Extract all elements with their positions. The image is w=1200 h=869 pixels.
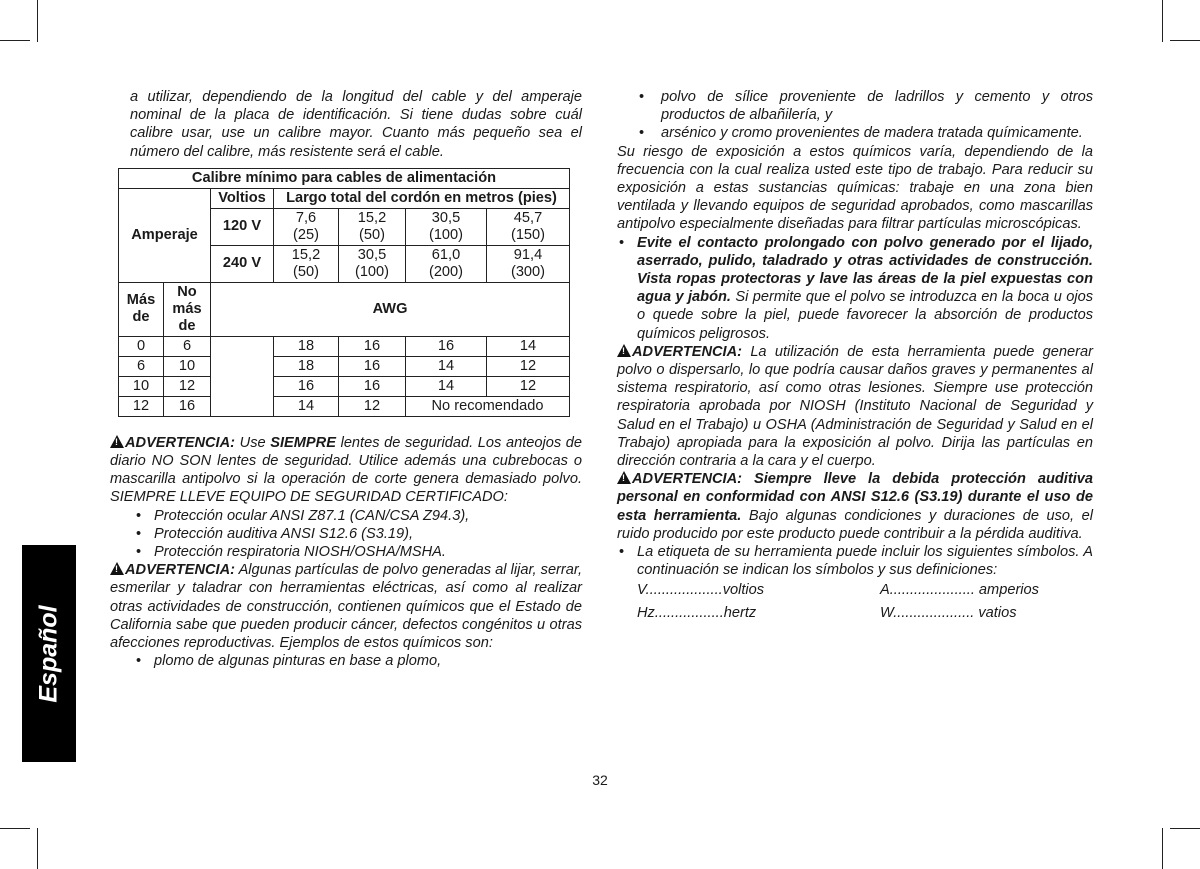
page-number: 32 xyxy=(592,772,608,788)
amperaje-header: Amperaje xyxy=(119,188,211,282)
chemicals-list-continued xyxy=(617,88,1093,143)
length-cell: 15,2 (50) xyxy=(274,245,339,282)
awg-cell: 18 xyxy=(274,356,339,376)
cable-gauge-table xyxy=(118,168,570,417)
definition-hertz: Hz.................hertz xyxy=(637,604,757,621)
table-row xyxy=(119,356,570,376)
awg-cell: 14 xyxy=(274,396,339,416)
length-cell: 61,0 (200) xyxy=(406,245,487,282)
amp-from: 12 xyxy=(119,396,164,416)
definition-volts: V...................voltios xyxy=(637,582,765,599)
awg-cell: 12 xyxy=(487,356,570,376)
warning-triangle-icon xyxy=(617,471,631,484)
crop-mark xyxy=(1170,828,1200,829)
amp-to: 16 xyxy=(164,396,211,416)
awg-cell: 16 xyxy=(339,376,406,396)
symbol-definitions xyxy=(617,581,1093,621)
warning-respiratory: !ADVERTENCIA: La utilización de esta herramienta puede generar polvo o dispersarlo, lo que podría causar daños graves y permanentes al sistema respiratorio, así como otras lesiones. Siempre use protección respiratoria aprobada por NIOSH (Instituto Nacional de Seguridad y Salud en el Trabajo) u OSHA (Administración de Seguridad y Salud en el Trabajo) apropiada para la exposición al polvo. Dirija las partículas en dirección contraria a la cara y el cuerpo. xyxy=(617,343,1093,470)
warning-hearing: !ADVERTENCIA: Siempre lleve la debida protección auditiva personal en conformidad con ANSI S12.6 (S3.19) durante el uso de esta herramienta. Bajo algunas condiciones y duraciones de uso, el ruido producido por este producto puede contribuir a la pérdida auditiva. xyxy=(617,470,1093,543)
length-cell: 7,6 (25) xyxy=(274,208,339,245)
table-row xyxy=(119,336,570,356)
label-symbols-list xyxy=(617,543,1093,579)
amp-from: 10 xyxy=(119,376,164,396)
right-column xyxy=(617,88,1093,622)
warning-triangle-icon xyxy=(110,562,124,575)
awg-cell: 14 xyxy=(487,336,570,356)
warning-triangle-icon xyxy=(617,344,631,357)
awg-cell: 16 xyxy=(274,376,339,396)
awg-cell: 16 xyxy=(339,336,406,356)
list-item: • Protección auditiva ANSI S12.6 (S3.19), xyxy=(110,525,582,543)
language-tab xyxy=(22,545,76,762)
awg-cell: 14 xyxy=(406,356,487,376)
amp-from: 6 xyxy=(119,356,164,376)
warning-dust-chemicals: !ADVERTENCIA: Algunas partículas de polvo generadas al lijar, serrar, esmerilar y taladrar con herramientas eléctricas, así como al realizar otras actividades de construcción, contienen químicos que el Estado de California sabe que pueden producir cáncer, defectos congénitos u otras afecciones reproductivas. Ejemplos de estos químicos son: xyxy=(110,561,582,652)
awg-cell: 14 xyxy=(406,376,487,396)
crop-mark xyxy=(37,828,38,869)
safety-equipment-list xyxy=(110,507,582,562)
crop-mark xyxy=(0,40,30,41)
voltios-header: Voltios xyxy=(211,188,274,208)
crop-mark xyxy=(1162,828,1163,869)
length-cell: 30,5 (100) xyxy=(339,245,406,282)
dust-contact-list xyxy=(617,234,1093,343)
table-title: Calibre mínimo para cables de alimentación xyxy=(119,168,570,188)
left-column xyxy=(110,88,582,670)
list-item: • Protección ocular ANSI Z87.1 (CAN/CSA Z94.3), xyxy=(110,507,582,525)
awg-header: AWG xyxy=(211,282,570,336)
definition-amps: A..................... amperios xyxy=(880,582,1039,599)
warning-triangle-icon xyxy=(110,435,124,448)
crop-mark xyxy=(1170,40,1200,41)
list-item: • Protección respiratoria NIOSH/OSHA/MSHA. xyxy=(110,543,582,561)
list-item: • polvo de sílice proveniente de ladrillos y cemento y otros productos de albañilería, y xyxy=(617,88,1093,124)
empty-cell xyxy=(211,336,274,416)
crop-mark xyxy=(37,0,38,42)
amp-to: 6 xyxy=(164,336,211,356)
largo-header: Largo total del cordón en metros (pies) xyxy=(274,188,570,208)
amp-to: 12 xyxy=(164,376,211,396)
awg-cell: 12 xyxy=(487,376,570,396)
no-mas-de-header: No más de xyxy=(164,282,211,336)
voltage-240: 240 V xyxy=(211,245,274,282)
list-item: • La etiqueta de su herramienta puede incluir los siguientes símbolos. A continuación se indican los símbolos y sus definiciones: xyxy=(617,543,1093,579)
warning-eye-protection: !ADVERTENCIA: Use SIEMPRE lentes de seguridad. Los anteojos de diario NO SON lentes de seguridad. Utilice además una cubrebocas o mascarilla antipolvo si la operación de corte genera demasiado polvo. SIEMPRE LLEVE EQUIPO DE SEGURIDAD CERTIFICADO: xyxy=(110,434,582,507)
not-recommended-cell: No recomendado xyxy=(406,396,570,416)
length-cell: 15,2 (50) xyxy=(339,208,406,245)
amp-to: 10 xyxy=(164,356,211,376)
table-row xyxy=(119,376,570,396)
awg-cell: 16 xyxy=(406,336,487,356)
crop-mark xyxy=(1162,0,1163,42)
length-cell: 45,7 (150) xyxy=(487,208,570,245)
awg-cell: 12 xyxy=(339,396,406,416)
crop-mark xyxy=(0,828,30,829)
language-tab-label: Español xyxy=(34,604,63,703)
mas-de-header: Más de xyxy=(119,282,164,336)
list-item: • arsénico y cromo provenientes de madera tratada químicamente. xyxy=(617,124,1093,142)
amp-from: 0 xyxy=(119,336,164,356)
awg-cell: 18 xyxy=(274,336,339,356)
exposure-paragraph: Su riesgo de exposición a estos químicos varía, dependiendo de la frecuencia con la cual realiza usted este tipo de trabajo. Para reducir su exposición a estas sustancias químicas: trabaje en una zona bien ventilada y llevando equipos de seguridad aprobados, como mascarillas antipolvo especialmente diseñadas para filtrar partículas microscópicas. xyxy=(617,143,1093,233)
awg-cell: 16 xyxy=(339,356,406,376)
length-cell: 91,4 (300) xyxy=(487,245,570,282)
chemicals-list xyxy=(110,652,582,670)
intro-paragraph: a utilizar, dependiendo de la longitud del cable y del amperaje nominal de la placa de identificación. Si tiene dudas sobre cuál calibre usar, use un calibre mayor. Cuanto más pequeño sea el número del calibre, más resistente será el cable. xyxy=(130,89,582,160)
length-cell: 30,5 (100) xyxy=(406,208,487,245)
voltage-120: 120 V xyxy=(211,208,274,245)
list-item: • plomo de algunas pinturas en base a plomo, xyxy=(110,652,582,670)
table-row xyxy=(119,396,570,416)
definition-watts: W.................... vatios xyxy=(880,604,1017,621)
list-item: • Evite el contacto prolongado con polvo generado por el lijado, aserrado, pulido, taladrado y otras actividades de construcción. Vista ropas protectoras y lave las áreas de la piel expuestas con agua y jabón. Si permite que el polvo se introduzca en la boca u ojos o quede sobre la piel, puede favorecer la absorción de productos químicos peligrosos. xyxy=(617,234,1093,343)
